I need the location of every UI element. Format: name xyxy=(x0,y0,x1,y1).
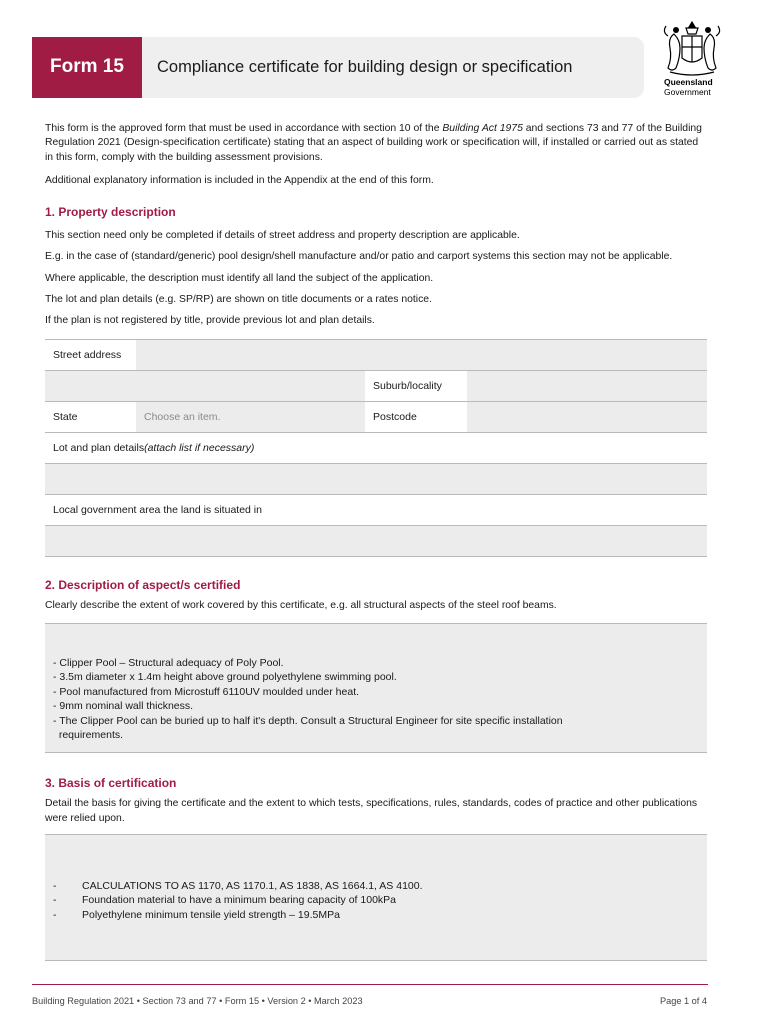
state-label: State xyxy=(45,402,136,432)
lot-plan-field[interactable] xyxy=(45,464,707,494)
street-address-field[interactable] xyxy=(136,340,707,370)
aspect-line: - 9mm nominal wall thickness. xyxy=(53,700,194,713)
basis-item: - Foundation material to have a minimum bearing capacity of 100kPa xyxy=(53,894,397,907)
section-1-text: This section need only be completed if details of street address and property description are applicable. xyxy=(45,229,520,241)
local-government-area-field[interactable] xyxy=(45,526,707,556)
local-government-area-label: Local government area the land is situated in xyxy=(45,495,707,525)
aspect-line: - 3.5m diameter x 1.4m height above ground polyethylene swimming pool. xyxy=(53,671,397,684)
aspect-line: - Clipper Pool – Structural adequacy of Poly Pool. xyxy=(53,656,284,669)
aspect-line: - The Clipper Pool can be buried up to half it's depth. Consult a Structural Engineer for site specific installation xyxy=(53,714,563,727)
section-2-instructions: Clearly describe the extent of work covered by this certificate, e.g. all structural aspects of the steel roof beams. xyxy=(45,600,557,612)
section-1-text: If the plan is not registered by title, provide previous lot and plan details. xyxy=(45,315,375,327)
section-2-heading: 2. Description of aspect/s certified xyxy=(45,577,241,592)
postcode-field[interactable] xyxy=(467,402,707,432)
street-address-field-line-2[interactable] xyxy=(45,371,365,401)
form-number-label: Form 15 xyxy=(32,37,142,98)
form-header xyxy=(32,37,644,98)
suburb-locality-label: Suburb/locality xyxy=(365,371,467,401)
page-number: Page 1 of 4 xyxy=(660,996,707,1006)
footer-divider xyxy=(32,984,708,985)
basis-item: - Polyethylene minimum tensile yield strength – 19.5MPa xyxy=(53,908,340,921)
basis-item: - CALCULATIONS TO AS 1170, AS 1170.1, AS 1838, AS 1664.1, AS 4100. xyxy=(53,879,423,892)
queensland-government-logo-text: Queensland Government xyxy=(664,77,713,97)
intro-paragraph: This form is the approved form that must be used in accordance with section 10 of the Building Act 1975 and sections 73 and 77 of the Building Regulation 2021 (Design-specification certificate) stating that an aspect of building work or specification will, if installed or carried out as stated in this form, comply with the building assessment provisions. xyxy=(45,123,702,163)
intro-appendix-note: Additional explanatory information is included in the Appendix at the end of this form. xyxy=(45,175,434,187)
aspect-line: - Pool manufactured from Microstuff 6110UV moulded under heat. xyxy=(53,685,360,698)
page-title: Compliance certificate for building design or specification xyxy=(142,37,644,98)
section-1-text: Where applicable, the description must identify all land the subject of the application. xyxy=(45,272,434,284)
section-1-text: The lot and plan details (e.g. SP/RP) are shown on title documents or a rates notice. xyxy=(45,294,432,306)
footer-citation: Building Regulation 2021 • Section 73 and 77 • Form 15 • Version 2 • March 2023 xyxy=(32,996,363,1006)
state-dropdown[interactable]: Choose an item. xyxy=(136,402,365,432)
property-table xyxy=(45,339,707,557)
aspects-certified-field[interactable] xyxy=(45,623,707,753)
section-1-text: E.g. in the case of (standard/generic) pool design/shell manufacture and/or patio and carport systems this section may not be applicable. xyxy=(45,251,673,263)
section-1-heading: 1. Property description xyxy=(45,205,176,220)
aspect-line: requirements. xyxy=(53,729,124,742)
postcode-label: Postcode xyxy=(365,402,467,432)
lot-plan-label: Lot and plan details (attach list if necessary) xyxy=(45,433,707,463)
street-address-label: Street address xyxy=(45,340,136,370)
form-content xyxy=(45,122,707,961)
section-3-instructions: Detail the basis for giving the certificate and the extent to which tests, specifications, rules, standards, codes of practice and other publications were relied upon. xyxy=(45,798,698,824)
section-3-heading: 3. Basis of certification xyxy=(45,775,177,790)
basis-of-certification-field[interactable] xyxy=(45,834,707,961)
suburb-locality-field[interactable] xyxy=(467,371,707,401)
